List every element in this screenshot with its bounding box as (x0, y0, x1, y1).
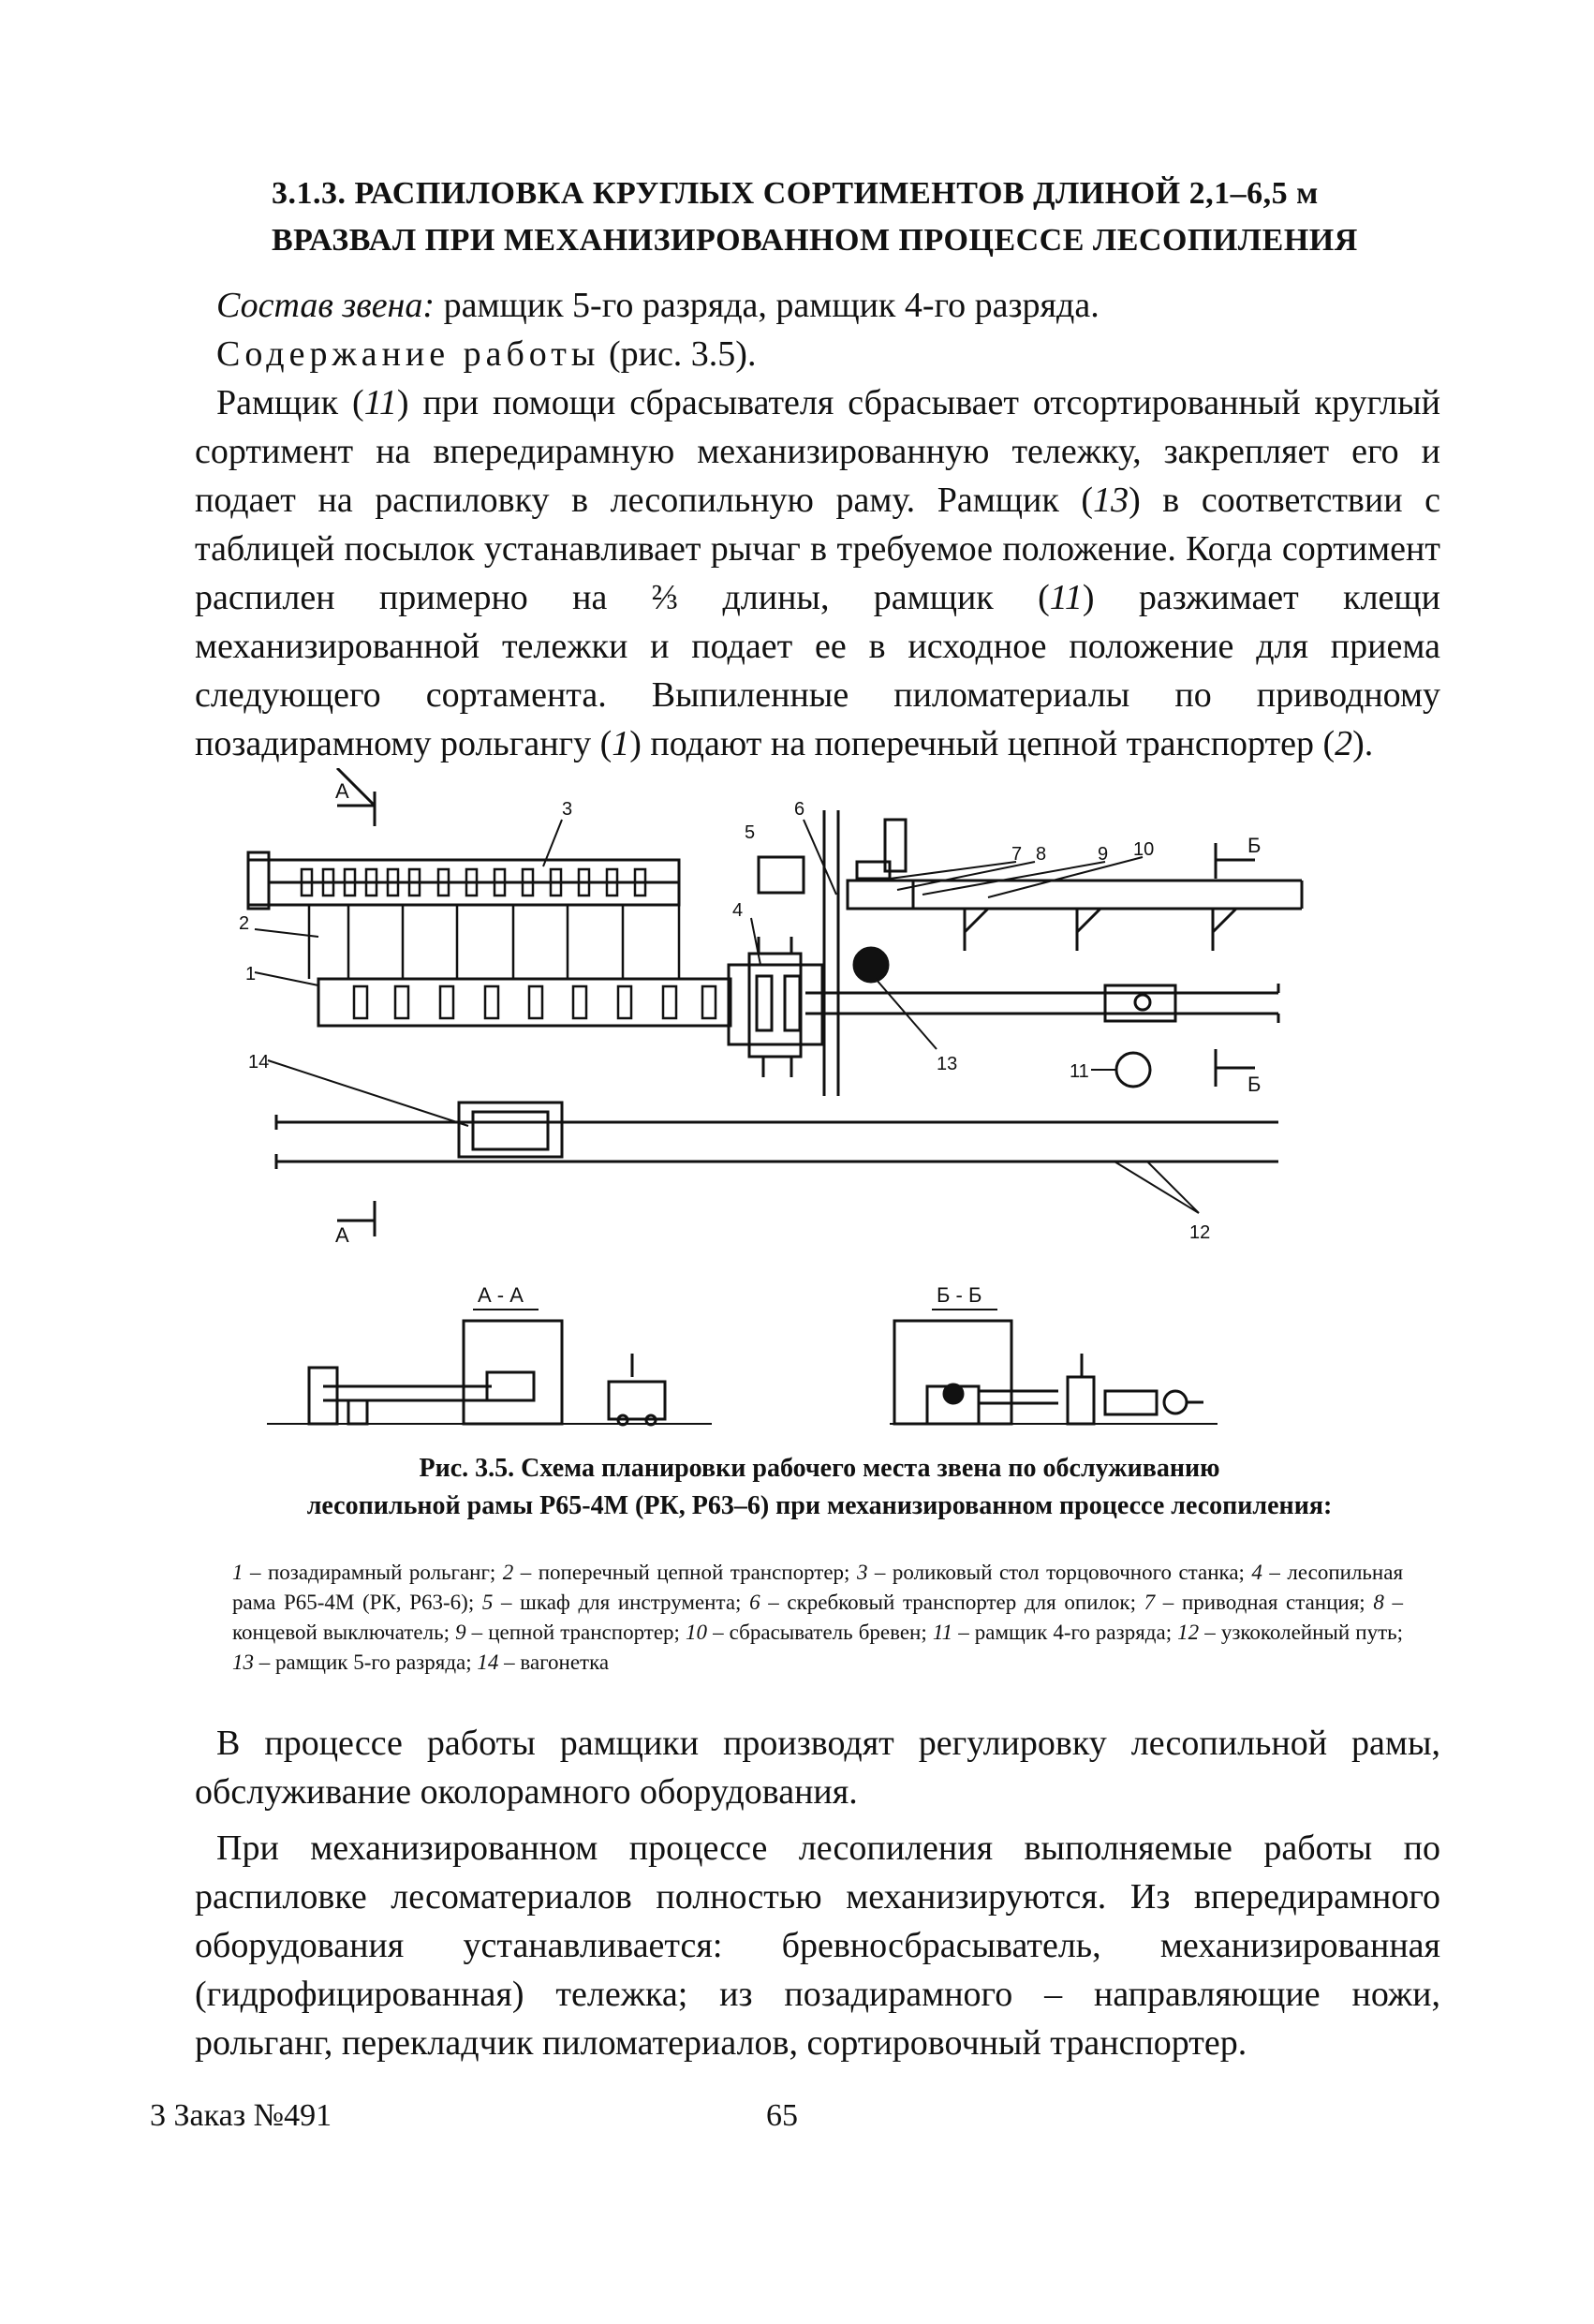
trolley (459, 1103, 562, 1157)
label-12: 12 (1189, 1222, 1211, 1243)
p1-ref: 2 (1335, 724, 1353, 763)
paragraph-3: При механизированном процессе лесопиления выполняемые работы по распиловке лесоматериалов полностью механизируются. Из впередирамного оборудования устанавливается: бревносбрасыватель, механизированная (гидрофицированная) тележка; из позадирамного – направляющие ножи, рольганг, перекладчик пиломатериалов, сортировочный транспортер. (195, 1828, 1440, 2063)
section-a-bottom-marker (335, 1201, 375, 1247)
legend-number: 3 (856, 1561, 868, 1584)
tool-cabinet (759, 857, 804, 893)
section-a-top-marker (335, 768, 375, 826)
team-label: Состав звена: (216, 286, 435, 325)
legend-text: – сбрасыватель бревен; (707, 1621, 933, 1644)
closing-text (195, 1719, 1440, 2067)
operator-13-marker (854, 948, 888, 982)
p1-seg: ) при помощи сбрасывателя сбрасывает отсортированный круглый сортимент на впередирамную механизированную тележку, закрепляет его и подает на распиловку в лесопильную раму. Рамщик ( (195, 383, 1440, 520)
legend-number: 4 (1251, 1561, 1262, 1584)
footer-order: 3 Заказ №491 (150, 2098, 332, 2133)
legend-text: – лесопильная рама Р65-4М (РК, Р63-6); (232, 1561, 1404, 1614)
operator-11-marker (1116, 1053, 1150, 1087)
p1-seg: ). (1352, 724, 1374, 763)
intro-text (195, 281, 1440, 768)
legend-text: – роликовый стол торцовочного станка; (867, 1561, 1252, 1584)
legend-text: – рамщик 5-го разряда; (254, 1650, 478, 1674)
label-5: 5 (745, 822, 756, 843)
legend-number: 14 (477, 1650, 499, 1674)
label-6: 6 (794, 799, 805, 820)
chain-conveyor (913, 881, 1302, 951)
p1-ref: 1 (612, 724, 630, 763)
legend-text: – цепной транспортер; (465, 1621, 686, 1644)
view-aa-label: А - А (478, 1283, 524, 1307)
label-11: 11 (1070, 1061, 1089, 1082)
legend-text: – позадирамный рольганг; (243, 1561, 503, 1584)
rear-roller-conveyor (318, 979, 731, 1026)
legend-number: 5 (481, 1591, 494, 1614)
legend-text: – узкоколейный путь; (1199, 1621, 1403, 1644)
legend-number: 13 (232, 1650, 254, 1674)
carriage-track (805, 984, 1278, 1023)
p1-seg: ) в соответствии с таблицей посылок устанавливает рычаг в требуемое положение. Когда сортимент распилен примерно на ⅔ длины, рамщик ( (195, 481, 1440, 617)
section-a-label: А (335, 779, 349, 803)
legend-number: 10 (686, 1621, 708, 1644)
content-label: Содержание работы (216, 334, 600, 374)
section-view-a-a (267, 1283, 712, 1425)
heading-line-2: ВРАЗВАЛ ПРИ МЕХАНИЗИРОВАННОМ ПРОЦЕССЕ ЛЕСОПИЛЕНИЯ (272, 223, 1358, 258)
legend-paragraph (232, 1558, 1403, 1678)
legend-number: 6 (749, 1591, 760, 1614)
figure-caption (234, 1450, 1405, 1525)
section-heading (272, 170, 1358, 264)
legend-number: 9 (455, 1621, 466, 1644)
p1-seg: ) разжимает клещи механизированной тележки и подает ее в исходное положение для приема следующего сортамента. Выпиленные пиломатериалы по приводному позадирамному рольгангу ( (195, 578, 1440, 763)
label-10: 10 (1133, 839, 1155, 860)
drive-station (848, 820, 913, 909)
paragraph-1 (195, 378, 1440, 768)
team-text: рамщик 5-го разряда, рамщик 4-го разряда. (435, 286, 1100, 325)
legend-text: – поперечный цепной транспортер; (513, 1561, 857, 1584)
figure-labels (239, 799, 1210, 1243)
label-8: 8 (1036, 844, 1047, 865)
section-b-label: Б (1247, 1073, 1262, 1096)
scraper-conveyor (824, 810, 838, 1096)
legend-number: 8 (1373, 1591, 1384, 1614)
caption-line-2: лесопильной рамы Р65-4М (РК, Р63–6) при механизированном процессе лесопиления: (306, 1491, 1333, 1520)
p1-seg: Рамщик ( (216, 383, 364, 422)
heading-line-1: 3.1.3. РАСПИЛОВКА КРУГЛЫХ СОРТИМЕНТОВ ДЛИНОЙ 2,1–6,5 м (272, 176, 1319, 211)
legend-text: – концевой выключатель; (232, 1591, 1403, 1644)
work-content (195, 330, 1440, 378)
legend-number: 1 (232, 1561, 244, 1584)
view-bb-label: Б - Б (937, 1283, 982, 1307)
legend-number: 7 (1144, 1591, 1156, 1614)
page-number: 65 (766, 2098, 798, 2133)
legend-text: – вагонетка (498, 1650, 610, 1674)
section-view-b-b (890, 1283, 1218, 1424)
label-14: 14 (248, 1052, 270, 1073)
cross-chain-conveyor (309, 905, 679, 979)
section-b-top-marker (1216, 834, 1261, 879)
p1-ref: 11 (363, 383, 397, 422)
p1-ref: 13 (1093, 481, 1129, 520)
label-4: 4 (732, 900, 744, 921)
caption-line-1: Рис. 3.5. Схема планировки рабочего места звена по обслуживанию (419, 1454, 1220, 1483)
label-3: 3 (562, 799, 573, 820)
section-b-label: Б (1247, 834, 1262, 857)
legend-text: – скребковый транспортер для опилок; (760, 1591, 1144, 1614)
label-7: 7 (1011, 844, 1023, 865)
legend-text: – шкаф для инструмента; (493, 1591, 750, 1614)
team-composition (195, 281, 1440, 330)
figure-legend (232, 1558, 1403, 1678)
paragraph-2: В процессе работы рамщики производят регулировку лесопильной рамы, обслуживание околорамного оборудования. (195, 1724, 1440, 1812)
roller-table (248, 852, 679, 909)
section-a-label: А (335, 1223, 349, 1247)
legend-number: 12 (1177, 1621, 1200, 1644)
legend-number: 2 (502, 1561, 514, 1584)
legend-text: – приводная станция; (1155, 1591, 1374, 1614)
p1-ref: 11 (1049, 578, 1083, 617)
label-13: 13 (937, 1054, 958, 1074)
label-1: 1 (245, 964, 257, 984)
section-b-bottom-marker (1216, 1049, 1261, 1096)
legend-number: 11 (932, 1621, 953, 1644)
legend-text: – рамщик 4-го разряда; (952, 1621, 1178, 1644)
layout-diagram (0, 768, 1594, 1443)
label-2: 2 (239, 913, 250, 934)
narrow-gauge-track (276, 1115, 1278, 1169)
p1-seg: ) подают на поперечный цепной транспортер ( (629, 724, 1336, 763)
label-9: 9 (1098, 844, 1109, 865)
content-ref: (рис. 3.5). (599, 334, 757, 374)
saw-frame (729, 937, 822, 1077)
